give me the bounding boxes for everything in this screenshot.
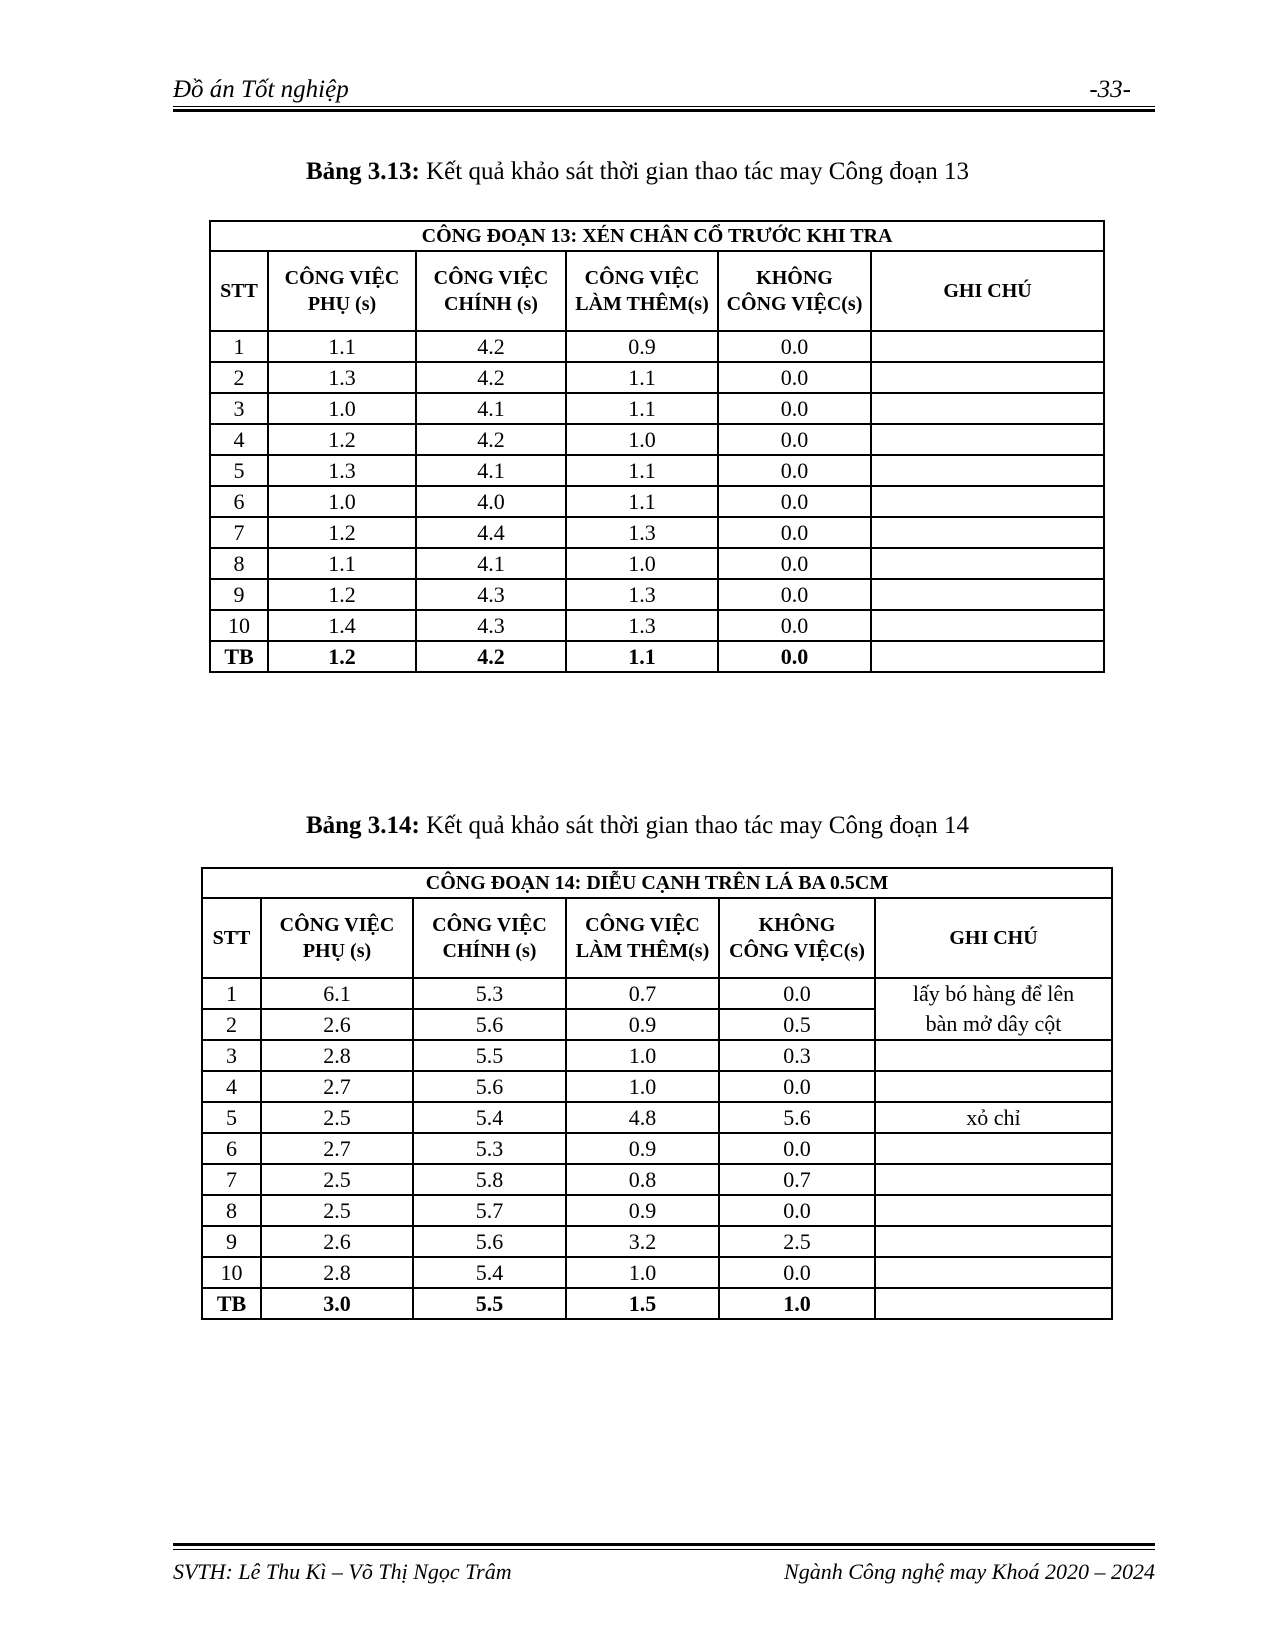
- table-cell: 0.0: [719, 1133, 875, 1164]
- column-header-line2: PHỤ (s): [302, 940, 372, 962]
- note-cell: [875, 1257, 1112, 1288]
- note-cell: [871, 424, 1104, 455]
- table-cell: 8: [210, 548, 268, 579]
- document-title: Đồ án Tốt nghiệp: [173, 76, 349, 103]
- table-cell: 2.5: [261, 1195, 413, 1226]
- table-cell: 5.4: [413, 1102, 566, 1133]
- column-header: [718, 251, 871, 331]
- table-cell: 1.3: [566, 517, 718, 548]
- note-cell: [871, 610, 1104, 641]
- average-cell: TB: [210, 641, 268, 672]
- table-cell: 0.9: [566, 1133, 719, 1164]
- table-row: [210, 486, 1104, 517]
- table-cell: 1.1: [566, 362, 718, 393]
- table-cell: 4.1: [416, 455, 566, 486]
- column-header: [202, 898, 261, 978]
- table-cell: 2: [202, 1009, 261, 1040]
- table-cell: 1.3: [268, 362, 416, 393]
- table-cell: 1.0: [566, 548, 718, 579]
- table-cell: 4.1: [416, 393, 566, 424]
- average-cell: 1.2: [268, 641, 416, 672]
- table14-caption-label: Bảng 3.14:: [305, 812, 420, 839]
- table-row: [202, 1257, 1112, 1288]
- column-header-line1: KHÔNG: [758, 914, 836, 936]
- column-header-line1: CÔNG VIỆC: [432, 914, 547, 936]
- table14-caption: [0, 812, 1275, 840]
- column-header-line2: LÀM THÊM(s): [575, 940, 710, 962]
- note-cell: [871, 486, 1104, 517]
- table-row: [210, 517, 1104, 548]
- table-cell: 10: [202, 1257, 261, 1288]
- table-cell: 5.4: [413, 1257, 566, 1288]
- table-cell: 5.3: [413, 978, 566, 1009]
- table-cell: 4.3: [416, 610, 566, 641]
- column-header-line1: GHI CHÚ: [943, 280, 1032, 302]
- table-cell: 2.5: [719, 1226, 875, 1257]
- table-cell: 5: [210, 455, 268, 486]
- table-row: [202, 1195, 1112, 1226]
- column-header: [268, 251, 416, 331]
- table-cell: 5: [202, 1102, 261, 1133]
- table-cell: 0.9: [566, 1195, 719, 1226]
- footer-rule-thin: [173, 1549, 1155, 1550]
- table-row: [210, 610, 1104, 641]
- average-cell: 1.5: [566, 1288, 719, 1319]
- average-row: [202, 1288, 1112, 1319]
- note-cell: [871, 517, 1104, 548]
- table-cell: 5.7: [413, 1195, 566, 1226]
- table-row: [202, 1071, 1112, 1102]
- table-cell: 1.4: [268, 610, 416, 641]
- table-cell: 1.1: [566, 393, 718, 424]
- table-cell: 0.7: [719, 1164, 875, 1195]
- table-cell: 5.6: [413, 1009, 566, 1040]
- table-cell: 1.0: [566, 1040, 719, 1071]
- column-header: [566, 898, 719, 978]
- column-header-line1: CÔNG VIỆC: [279, 914, 395, 936]
- table-row: [202, 1164, 1112, 1195]
- table-row: [210, 362, 1104, 393]
- note-cell: [875, 1040, 1112, 1071]
- table-cell: 0.0: [718, 362, 871, 393]
- table-cell: 10: [210, 610, 268, 641]
- column-header-line1: CÔNG VIỆC: [433, 267, 549, 289]
- table-cell: 0.0: [718, 548, 871, 579]
- table-cell: 0.7: [566, 978, 719, 1009]
- table-cell: 1.1: [566, 486, 718, 517]
- table-cell: 0.0: [718, 331, 871, 362]
- page-number: -33-: [1089, 76, 1131, 103]
- column-header-line1: KHÔNG: [756, 267, 833, 289]
- table-cell: 0.9: [566, 331, 718, 362]
- table-cell: 9: [202, 1226, 261, 1257]
- table-cell: 1.0: [268, 393, 416, 424]
- footer-program: Ngành Công nghệ may Khoá 2020 – 2024: [784, 1559, 1155, 1584]
- table-cell: 4.1: [416, 548, 566, 579]
- note-cell: [871, 393, 1104, 424]
- table-cell: 4.2: [416, 331, 566, 362]
- table13: [209, 220, 1105, 673]
- table-cell: 3: [210, 393, 268, 424]
- table-cell: 0.0: [719, 978, 875, 1009]
- table-cell: 1.2: [268, 579, 416, 610]
- table13-caption-text: Kết quả khảo sát thời gian thao tác may Công đoạn 13: [419, 158, 970, 185]
- column-header-line1: STT: [212, 927, 251, 949]
- table-cell: 6: [202, 1133, 261, 1164]
- table-cell: 0.0: [719, 1257, 875, 1288]
- table-cell: 1.3: [566, 610, 718, 641]
- table-cell: 1.2: [268, 424, 416, 455]
- note-line: lấy bó hàng để lên: [912, 981, 1075, 1006]
- table-cell: 6: [210, 486, 268, 517]
- column-header-line2: CÔNG VIỆC(s): [729, 940, 865, 962]
- table-cell: 5.5: [413, 1040, 566, 1071]
- table-cell: 2.7: [261, 1071, 413, 1102]
- table14-caption-text: Kết quả khảo sát thời gian thao tác may Công đoạn 14: [419, 812, 970, 839]
- table-cell: 1.0: [566, 424, 718, 455]
- table-cell: 1.3: [268, 455, 416, 486]
- table-cell: 4.0: [416, 486, 566, 517]
- table-cell: 5.6: [413, 1226, 566, 1257]
- table-cell: 4.2: [416, 424, 566, 455]
- average-cell: 0.0: [718, 641, 871, 672]
- column-header-line2: LÀM THÊM(s): [575, 293, 709, 315]
- table-row: [210, 455, 1104, 486]
- note-cell: [875, 1164, 1112, 1195]
- average-cell: 4.2: [416, 641, 566, 672]
- table-cell: 1: [202, 978, 261, 1009]
- table-cell: 1.3: [566, 579, 718, 610]
- table-row: [202, 1226, 1112, 1257]
- note-cell: [875, 1133, 1112, 1164]
- table-row: [202, 1133, 1112, 1164]
- column-header-line1: CÔNG VIỆC: [584, 267, 700, 289]
- column-header-line1: STT: [220, 280, 258, 302]
- average-cell: TB: [202, 1288, 261, 1319]
- column-header-line2: CHÍNH (s): [444, 293, 538, 315]
- note-cell: [871, 362, 1104, 393]
- table-cell: 6.1: [261, 978, 413, 1009]
- note-cell: [871, 548, 1104, 579]
- table-cell: 3.2: [566, 1226, 719, 1257]
- table13-caption-label: Bảng 3.13:: [305, 158, 420, 185]
- table-cell: 1: [210, 331, 268, 362]
- note-cell: [875, 1071, 1112, 1102]
- column-header: [719, 898, 875, 978]
- table-row: [210, 579, 1104, 610]
- table14-title: CÔNG ĐOẠN 14: DIỄU CẠNH TRÊN LÁ BA 0.5CM: [202, 868, 1112, 898]
- table-cell: 0.0: [718, 486, 871, 517]
- table14: [201, 867, 1113, 1320]
- table-row: [202, 1040, 1112, 1071]
- column-header: [566, 251, 718, 331]
- average-row: [210, 641, 1104, 672]
- table-row: [210, 393, 1104, 424]
- table-cell: 0.8: [566, 1164, 719, 1195]
- table-row: [210, 424, 1104, 455]
- table-cell: 9: [210, 579, 268, 610]
- table-cell: 1.1: [268, 548, 416, 579]
- table-cell: 2.8: [261, 1257, 413, 1288]
- table-row: [202, 1102, 1112, 1133]
- average-cell: [871, 641, 1104, 672]
- note-cell: [871, 579, 1104, 610]
- column-header-line2: PHỤ (s): [307, 293, 377, 315]
- table-cell: 5.8: [413, 1164, 566, 1195]
- table-cell: 4: [202, 1071, 261, 1102]
- column-header: [210, 251, 268, 331]
- average-cell: 1.0: [719, 1288, 875, 1319]
- column-header: [413, 898, 566, 978]
- table-cell: 1.1: [268, 331, 416, 362]
- table-cell: 2.8: [261, 1040, 413, 1071]
- table-cell: 1.0: [566, 1257, 719, 1288]
- table-cell: 2: [210, 362, 268, 393]
- table-cell: 4: [210, 424, 268, 455]
- table-cell: 0.9: [566, 1009, 719, 1040]
- table-cell: 1.2: [268, 517, 416, 548]
- table-cell: 4.3: [416, 579, 566, 610]
- table-cell: 4.8: [566, 1102, 719, 1133]
- table-cell: 7: [210, 517, 268, 548]
- table-row: [210, 331, 1104, 362]
- table-cell: 0.0: [718, 517, 871, 548]
- average-cell: [875, 1288, 1112, 1319]
- table-cell: 0.5: [719, 1009, 875, 1040]
- table-cell: 2.5: [261, 1164, 413, 1195]
- note-cell: [871, 455, 1104, 486]
- header-rule-thin: [173, 106, 1155, 107]
- average-cell: 3.0: [261, 1288, 413, 1319]
- table-cell: 4.2: [416, 362, 566, 393]
- table-row: [202, 978, 1112, 1009]
- header-rule-thick: [173, 109, 1155, 112]
- table-cell: 2.7: [261, 1133, 413, 1164]
- column-header-line1: CÔNG VIỆC: [585, 914, 700, 936]
- column-header-line2: CHÍNH (s): [442, 940, 537, 962]
- table-cell: 0.0: [718, 455, 871, 486]
- table-cell: 0.0: [719, 1071, 875, 1102]
- average-cell: 5.5: [413, 1288, 566, 1319]
- note-line: bàn mở dây cột: [925, 1011, 1062, 1036]
- table-cell: 1.1: [566, 455, 718, 486]
- note-cell: [875, 978, 1112, 1040]
- footer-authors: SVTH: Lê Thu Kì – Võ Thị Ngọc Trâm: [173, 1559, 512, 1584]
- note-cell: [875, 1195, 1112, 1226]
- table13-caption: [0, 158, 1275, 186]
- column-header: [871, 251, 1104, 331]
- table-cell: 1.0: [566, 1071, 719, 1102]
- column-header-line2: CÔNG VIỆC(s): [726, 293, 863, 315]
- table-cell: 8: [202, 1195, 261, 1226]
- table-cell: 7: [202, 1164, 261, 1195]
- table-row: [210, 548, 1104, 579]
- column-header-line1: CÔNG VIỆC: [284, 267, 400, 289]
- table-cell: 5.6: [413, 1071, 566, 1102]
- average-cell: 1.1: [566, 641, 718, 672]
- table-cell: 4.4: [416, 517, 566, 548]
- table-cell: 5.3: [413, 1133, 566, 1164]
- footer-rule-thick: [173, 1543, 1155, 1546]
- note-cell: [875, 1226, 1112, 1257]
- table-cell: 0.0: [718, 393, 871, 424]
- note-cell: [871, 331, 1104, 362]
- table-cell: 5.6: [719, 1102, 875, 1133]
- note-cell: xỏ chỉ: [875, 1102, 1112, 1133]
- table-cell: 0.0: [718, 610, 871, 641]
- table-cell: 0.0: [718, 424, 871, 455]
- page-footer: [173, 1555, 1155, 1591]
- table13-title: CÔNG ĐOẠN 13: XÉN CHÂN CỔ TRƯỚC KHI TRA: [210, 221, 1104, 251]
- table-cell: 1.0: [268, 486, 416, 517]
- table-cell: 2.5: [261, 1102, 413, 1133]
- column-header-line1: GHI CHÚ: [949, 927, 1038, 949]
- column-header: [875, 898, 1112, 978]
- column-header: [261, 898, 413, 978]
- table-cell: 2.6: [261, 1226, 413, 1257]
- table-cell: 2.6: [261, 1009, 413, 1040]
- column-header: [416, 251, 566, 331]
- table-cell: 0.0: [718, 579, 871, 610]
- table-cell: 3: [202, 1040, 261, 1071]
- table-cell: 0.3: [719, 1040, 875, 1071]
- table-cell: 0.0: [719, 1195, 875, 1226]
